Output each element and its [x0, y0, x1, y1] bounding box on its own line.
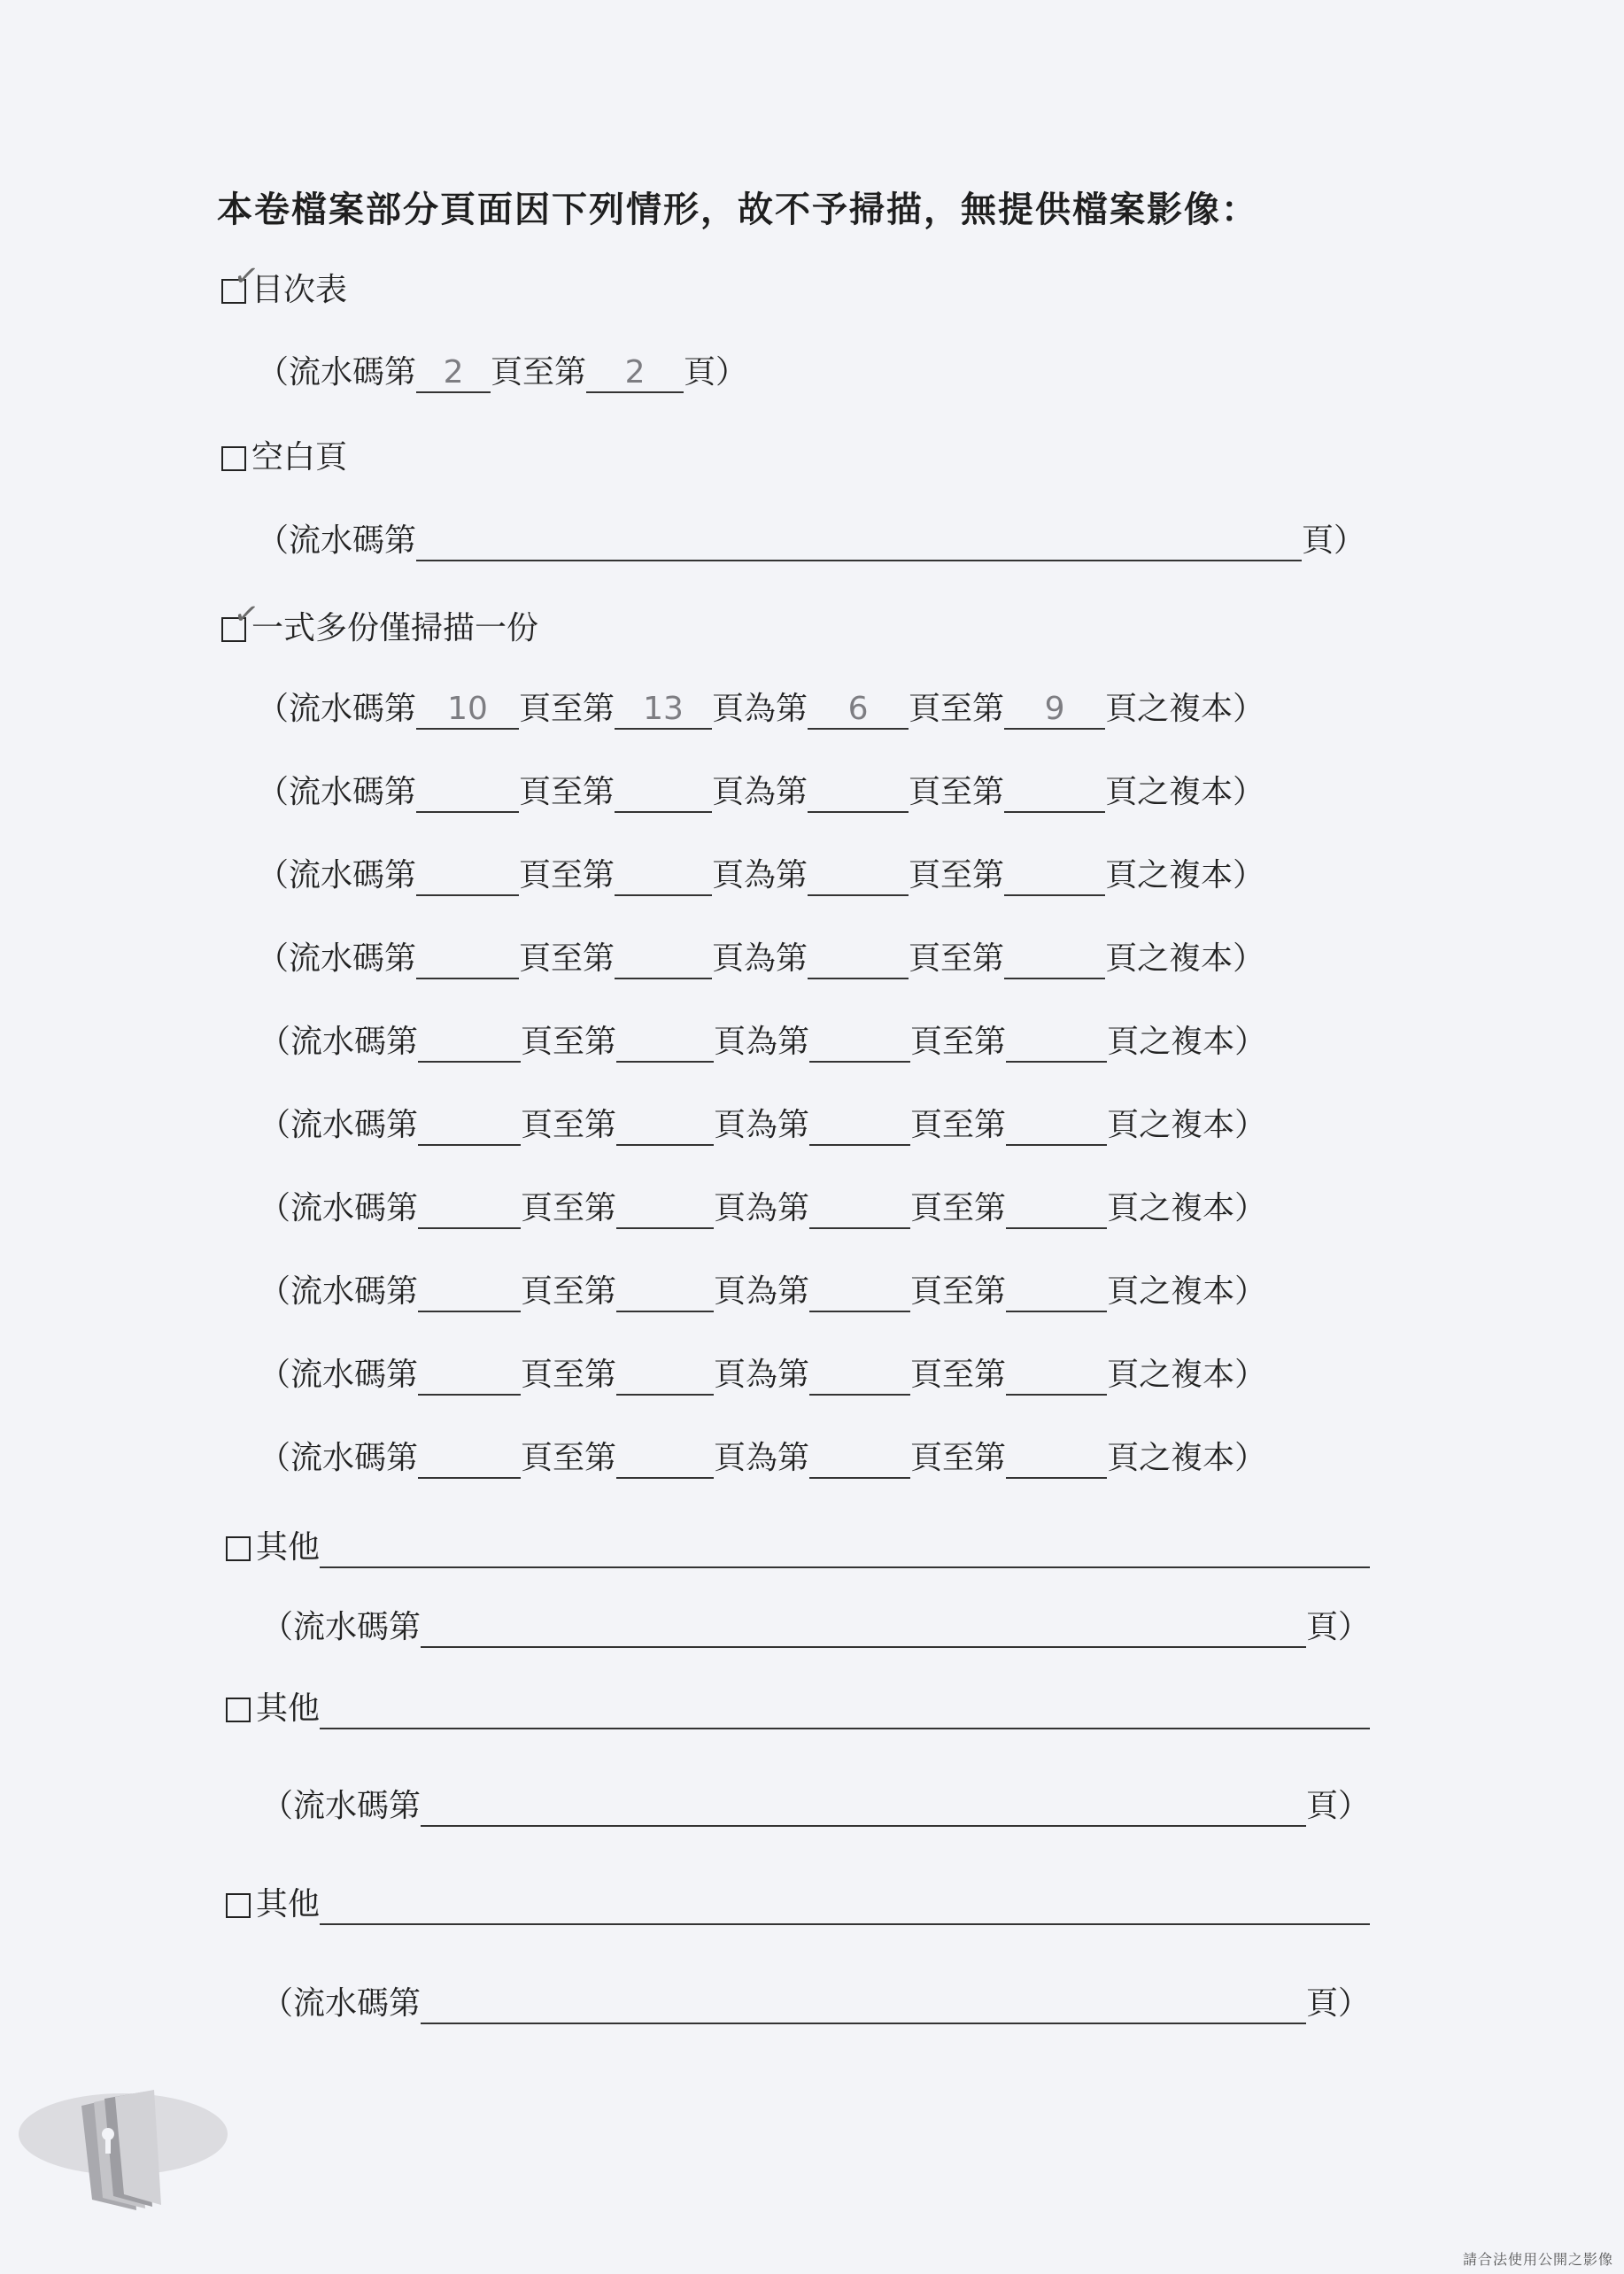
serial-from-field[interactable]: [418, 1360, 521, 1396]
multi-copy-row: [259, 1188, 1266, 1229]
other-checkbox-1[interactable]: [226, 1536, 251, 1561]
serial-from-field[interactable]: [418, 1277, 521, 1312]
row-text: 頁至第: [521, 1357, 617, 1393]
multi-copy-row: [259, 1105, 1266, 1146]
handwritten-value: 13: [643, 691, 684, 727]
row-text: 頁至第: [910, 1357, 1007, 1393]
original-to-field[interactable]: [1004, 861, 1105, 896]
serial-to-field[interactable]: [616, 1277, 714, 1312]
serial-from-field[interactable]: [416, 691, 519, 730]
original-to-field[interactable]: [1006, 1110, 1107, 1146]
serial-to-field[interactable]: [615, 861, 712, 896]
serial-to-field[interactable]: [615, 944, 712, 979]
row-text: （流水碼第: [259, 1107, 419, 1143]
row-text: 頁至第: [521, 1190, 617, 1226]
row-text: 頁之複本）: [1105, 940, 1265, 977]
check-mark-icon: ✓: [231, 595, 262, 634]
multi-copy-row: [259, 1355, 1266, 1396]
original-to-field[interactable]: [1004, 944, 1105, 979]
original-from-field[interactable]: [808, 777, 909, 813]
row-text: （流水碼第: [259, 1190, 419, 1226]
row-text: 頁之複本）: [1107, 1107, 1267, 1143]
multi-copy-label: 一式多份僅掃描一份: [251, 610, 539, 646]
toc-checkbox[interactable]: [221, 257, 262, 304]
page-title: 本卷檔案部分頁面因下列情形，故不予掃描，無提供檔案影像：: [217, 189, 1258, 230]
original-to-field[interactable]: [1004, 777, 1105, 813]
toc-from-field[interactable]: 2: [416, 358, 491, 393]
serial-to-field[interactable]: [616, 1027, 714, 1063]
other-page-field-1[interactable]: [421, 1613, 1306, 1648]
row-text: 頁之複本）: [1105, 774, 1265, 810]
serial-to-field[interactable]: [616, 1194, 714, 1229]
row-text: 頁為第: [712, 857, 808, 893]
serial-to-field[interactable]: [616, 1443, 714, 1479]
original-from-field[interactable]: [809, 1360, 910, 1396]
row-text: 頁至第: [521, 1024, 617, 1060]
row-text: 頁為第: [714, 1273, 810, 1310]
row-text: 頁之複本）: [1107, 1024, 1267, 1060]
archive-logo: [12, 2079, 234, 2212]
original-from-field[interactable]: [809, 1194, 910, 1229]
other-range-line-1: （流水碼第 頁）: [261, 1607, 1370, 1648]
multi-copy-row: [257, 689, 1264, 730]
other-option-2[interactable]: 其他: [226, 1689, 1370, 1729]
multi-copy-row: [259, 1438, 1266, 1479]
multi-copy-row: [257, 772, 1264, 813]
row-text: 頁之複本）: [1107, 1273, 1267, 1310]
handwritten-value: 6: [847, 691, 869, 727]
blank-page-label: 空白頁: [251, 439, 348, 476]
blank-page-field[interactable]: [416, 526, 1302, 561]
row-text: 頁至第: [519, 774, 615, 810]
original-from-field[interactable]: [808, 944, 909, 979]
serial-to-field[interactable]: [615, 691, 712, 730]
other-page-field-2[interactable]: [421, 1791, 1306, 1827]
row-text: 頁至第: [909, 940, 1005, 977]
row-text: （流水碼第: [257, 691, 417, 727]
serial-to-field[interactable]: [615, 777, 712, 813]
other-range-line-3: （流水碼第 頁）: [261, 1984, 1370, 2024]
other-checkbox-3[interactable]: [226, 1893, 251, 1918]
serial-to-field[interactable]: [616, 1360, 714, 1396]
other-field-3[interactable]: [320, 1890, 1370, 1925]
original-from-field[interactable]: [808, 861, 909, 896]
original-from-field[interactable]: [809, 1027, 910, 1063]
row-text: 頁至第: [519, 940, 615, 977]
toc-option[interactable]: [221, 257, 348, 311]
original-from-field[interactable]: [809, 1277, 910, 1312]
original-to-field[interactable]: [1004, 691, 1105, 730]
row-text: 頁至第: [910, 1440, 1007, 1476]
row-text: 頁至第: [910, 1190, 1007, 1226]
other-option-1[interactable]: 其他: [226, 1528, 1370, 1568]
row-text: 頁至第: [910, 1273, 1007, 1310]
toc-label: 目次表: [251, 272, 348, 308]
row-text: 頁為第: [712, 774, 808, 810]
multi-copy-row: [259, 1272, 1266, 1312]
row-text: 頁至第: [909, 691, 1005, 727]
other-option-3[interactable]: 其他: [226, 1884, 1370, 1925]
multi-copy-option[interactable]: [221, 595, 539, 649]
row-text: 頁為第: [714, 1024, 810, 1060]
row-text: 頁為第: [712, 940, 808, 977]
multi-copy-checkbox[interactable]: [221, 595, 262, 642]
serial-from-field[interactable]: [416, 944, 519, 979]
row-text: 頁至第: [909, 857, 1005, 893]
serial-from-field[interactable]: [418, 1110, 521, 1146]
row-text: 頁之複本）: [1105, 691, 1265, 727]
row-text: 頁至第: [909, 774, 1005, 810]
other-field-2[interactable]: [320, 1694, 1370, 1729]
footer-notice: 請合法使用公開之影像: [1462, 2251, 1613, 2268]
row-text: （流水碼第: [259, 1024, 419, 1060]
other-field-1[interactable]: [320, 1533, 1370, 1568]
row-text: 頁至第: [910, 1024, 1007, 1060]
row-text: （流水碼第: [257, 774, 417, 810]
original-from-field[interactable]: [809, 1110, 910, 1146]
book-stack-icon: [81, 2090, 161, 2210]
row-text: 頁至第: [519, 857, 615, 893]
row-text: 頁為第: [712, 691, 808, 727]
original-to-field[interactable]: [1006, 1443, 1107, 1479]
serial-from-field[interactable]: [418, 1194, 521, 1229]
row-text: （流水碼第: [259, 1273, 419, 1310]
row-text: 頁至第: [521, 1273, 617, 1310]
row-text: 頁為第: [714, 1440, 810, 1476]
row-text: 頁之複本）: [1107, 1190, 1267, 1226]
blank-page-option[interactable]: [221, 437, 347, 478]
multi-copy-row: [257, 939, 1264, 979]
serial-from-field[interactable]: [418, 1443, 521, 1479]
serial-from-field[interactable]: [416, 861, 519, 896]
row-text: 頁為第: [714, 1190, 810, 1226]
multi-copy-row: [257, 855, 1264, 896]
row-text: 頁為第: [714, 1107, 810, 1143]
blank-page-checkbox[interactable]: [221, 446, 246, 471]
handwritten-value: 10: [447, 691, 488, 727]
blank-page-range-line: （流水碼第 頁）: [257, 521, 1365, 561]
row-text: 頁之複本）: [1105, 857, 1265, 893]
other-page-field-3[interactable]: [421, 1989, 1306, 2024]
row-text: （流水碼第: [259, 1440, 419, 1476]
row-text: （流水碼第: [259, 1357, 419, 1393]
row-text: 頁之複本）: [1107, 1440, 1267, 1476]
row-text: 頁之複本）: [1107, 1357, 1267, 1393]
original-from-field[interactable]: [808, 691, 909, 730]
row-text: 頁為第: [714, 1357, 810, 1393]
multi-copy-row: [259, 1022, 1266, 1063]
serial-from-field[interactable]: [416, 777, 519, 813]
other-range-line-2: （流水碼第 頁）: [261, 1786, 1370, 1827]
toc-range-line: （流水碼第 2 頁至第 2 頁）: [257, 352, 747, 393]
original-to-field[interactable]: [1006, 1027, 1107, 1063]
original-to-field[interactable]: [1006, 1194, 1107, 1229]
original-to-field[interactable]: [1006, 1360, 1107, 1396]
row-text: （流水碼第: [257, 940, 417, 977]
original-from-field[interactable]: [809, 1443, 910, 1479]
check-mark-icon: ✓: [231, 257, 262, 296]
row-text: 頁至第: [519, 691, 615, 727]
row-text: 頁至第: [910, 1107, 1007, 1143]
handwritten-value: 9: [1044, 691, 1065, 727]
row-text: （流水碼第: [257, 857, 417, 893]
serial-from-field[interactable]: [418, 1027, 521, 1063]
toc-to-field[interactable]: 2: [586, 358, 684, 393]
original-to-field[interactable]: [1006, 1277, 1107, 1312]
row-text: 頁至第: [521, 1107, 617, 1143]
row-text: 頁至第: [521, 1440, 617, 1476]
other-checkbox-2[interactable]: [226, 1698, 251, 1722]
serial-to-field[interactable]: [616, 1110, 714, 1146]
